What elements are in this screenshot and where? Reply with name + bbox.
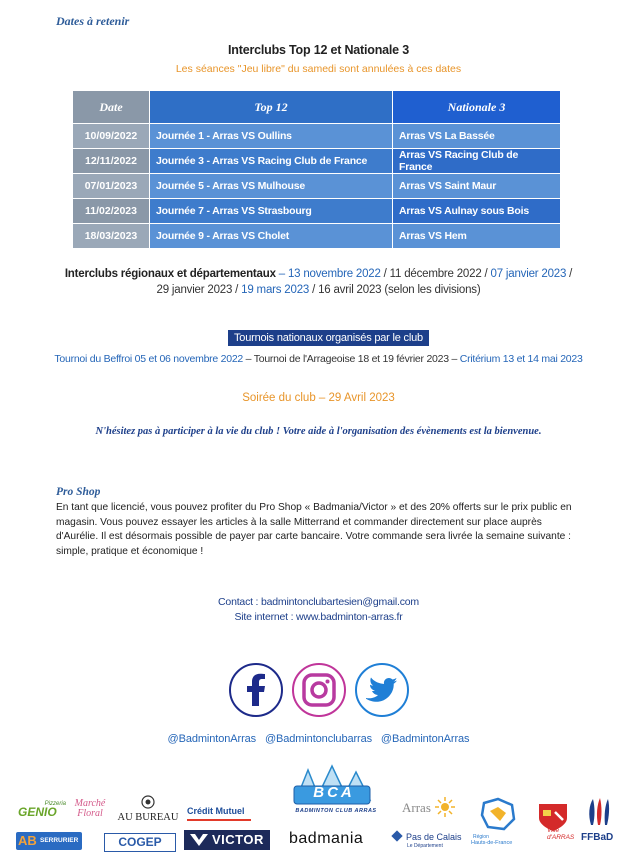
sun-icon <box>434 796 456 818</box>
genio-logo <box>18 801 66 821</box>
tournois-title: Tournois nationaux organisés par le club <box>228 330 429 346</box>
table-row <box>73 199 561 224</box>
cell-top12: Journée 1 - Arras VS Oullins <box>150 124 393 149</box>
pas-de-calais-emblem-icon <box>391 830 402 841</box>
ffbad-feathers-icon <box>584 797 614 827</box>
pas-de-calais-sub: Le Département <box>407 843 443 849</box>
cell-nationale3: Arras VS Racing Club de France <box>393 149 561 174</box>
regional-date-3: 07 janvier 2023 <box>490 268 567 280</box>
regional-date-2: 11 décembre 2022 <box>389 268 482 280</box>
regional-date-6: 16 avril 2023 (selon les divisions) <box>318 284 481 296</box>
interclubs-subtitle: Les séances "Jeu libre" du samedi sont annulées à ces dates <box>175 63 462 75</box>
hauts-de-france-map-icon <box>478 797 518 831</box>
regional-date-4: 29 janvier 2023 <box>156 284 233 296</box>
regional-slash: / <box>566 268 573 280</box>
pas-de-calais-text: Pas de Calais <box>406 832 462 842</box>
cell-nationale3: Arras VS Hem <box>393 224 561 249</box>
credit-mutuel-logo: Crédit Mutuel <box>187 806 245 816</box>
social-handles <box>0 733 637 745</box>
au-bureau-logo <box>117 795 179 823</box>
tournoi-criterium: Critérium 13 et 14 mai 2023 <box>459 353 583 365</box>
social-icons <box>228 662 410 718</box>
interclubs-title: Interclubs Top 12 et Nationale 3 <box>228 43 409 57</box>
cell-top12: Journée 7 - Arras VS Strasbourg <box>150 199 393 224</box>
au-bureau-emblem-icon <box>141 795 155 809</box>
contact-site[interactable]: Site internet : www.badminton-arras.fr <box>234 611 403 623</box>
handle-twitter[interactable]: @BadmintonArras <box>380 733 470 745</box>
regional-slash: / <box>309 284 319 296</box>
regional-date-1: 13 novembre 2022 <box>287 268 381 280</box>
cell-date: 11/02/2023 <box>73 199 150 224</box>
instagram-icon[interactable] <box>293 664 345 716</box>
cell-date: 07/01/2023 <box>73 174 150 199</box>
regional-slash: / <box>380 268 390 280</box>
regional-dates <box>0 266 637 298</box>
credit-mutuel-bar <box>187 819 251 821</box>
badmania-logo: badmania <box>289 830 364 847</box>
victor-text: VICTOR <box>212 832 264 847</box>
cell-top12: Journée 5 - Arras VS Mulhouse <box>150 174 393 199</box>
region-label: Région <box>473 834 489 840</box>
tournoi-sep: – <box>243 353 254 365</box>
participation-note: N'hésitez pas à participer à la vie du club ! Votre aide à l'organisation des évènements est la bienvenue. <box>95 426 542 437</box>
cell-date: 10/09/2022 <box>73 124 150 149</box>
au-bureau-text: AU BUREAU <box>117 812 179 823</box>
genio-text: GENIO <box>18 805 57 819</box>
ab-serrurier-logo <box>16 832 82 850</box>
regional-dash: – <box>275 268 288 280</box>
header-top12: Top 12 <box>150 91 393 124</box>
cell-nationale3: Arras VS La Bassée <box>393 124 561 149</box>
table-row <box>73 174 561 199</box>
victor-logo <box>184 830 270 850</box>
regional-slash: / <box>232 284 242 296</box>
cogep-logo: COGEP <box>104 833 176 852</box>
hauts-de-france-text: Hauts-de-France <box>471 840 513 846</box>
table-row <box>73 224 561 249</box>
regional-date-5: 19 mars 2023 <box>241 284 310 296</box>
contact-block <box>0 595 637 625</box>
ab-text: AB <box>18 833 37 848</box>
cell-top12: Journée 9 - Arras VS Cholet <box>150 224 393 249</box>
header-nationale3: Nationale 3 <box>393 91 561 124</box>
marche-floral-logo: Marché Floral <box>74 798 106 819</box>
regional-slash: / <box>481 268 491 280</box>
twitter-icon[interactable] <box>356 664 408 716</box>
handle-facebook[interactable]: @BadmintonArras <box>167 733 257 745</box>
ville-arras-text: Ville d'ARRAS <box>547 827 575 841</box>
table-header-row <box>73 91 561 124</box>
header-date: Date <box>73 91 150 124</box>
tournois-list <box>0 353 637 365</box>
table-row <box>73 124 561 149</box>
victor-v-icon <box>189 833 209 847</box>
cell-nationale3: Arras VS Aulnay sous Bois <box>393 199 561 224</box>
bca-name: BADMINTON CLUB ARRAS <box>295 808 377 814</box>
genio-top-text: Pizzeria <box>44 801 66 807</box>
bca-logo <box>286 760 382 820</box>
soiree-club: Soirée du club – 29 Avril 2023 <box>242 392 395 404</box>
arras-com-logo: Arras <box>402 800 431 815</box>
schedule-table <box>72 90 561 249</box>
bca-text: BCA <box>313 784 355 801</box>
regional-label: Interclubs régionaux et départementaux <box>64 268 276 280</box>
proshop-text: En tant que licencié, vous pouvez profiter du Pro Shop « Badmania/Victor » et des 20% offerts sur le prix public en magasin. Vous pouvez essayer les articles à la salle Mitterrand et commander directement sur place auprès d'Aurélie. Il est désormais possible de payer par carte bancaire. Votre commande sera livrée la semaine suivante : simple, pratique et économique ! <box>56 502 572 557</box>
cell-top12: Journée 3 - Arras VS Racing Club de France <box>150 149 393 174</box>
cell-date: 12/11/2022 <box>73 149 150 174</box>
table-row <box>73 149 561 174</box>
tournoi-arrageoise: Tournoi de l'Arrageoise 18 et 19 février 2023 <box>253 353 449 365</box>
section-heading-dates: Dates à retenir <box>56 14 130 28</box>
tournoi-sep: – <box>448 353 460 365</box>
handle-instagram[interactable]: @Badmintonclubarras <box>264 733 373 745</box>
cell-date: 18/03/2023 <box>73 224 150 249</box>
ffbad-text: FFBaD <box>581 832 614 843</box>
cell-nationale3: Arras VS Saint Maur <box>393 174 561 199</box>
facebook-icon[interactable] <box>230 664 282 716</box>
serrurier-text: SERRURIER <box>40 837 79 844</box>
proshop-heading: Pro Shop <box>56 486 101 498</box>
contact-email[interactable]: Contact : badmintonclubartesien@gmail.com <box>218 596 419 608</box>
tournoi-beffroi: Tournoi du Beffroi 05 et 06 novembre 2022 <box>54 353 244 365</box>
